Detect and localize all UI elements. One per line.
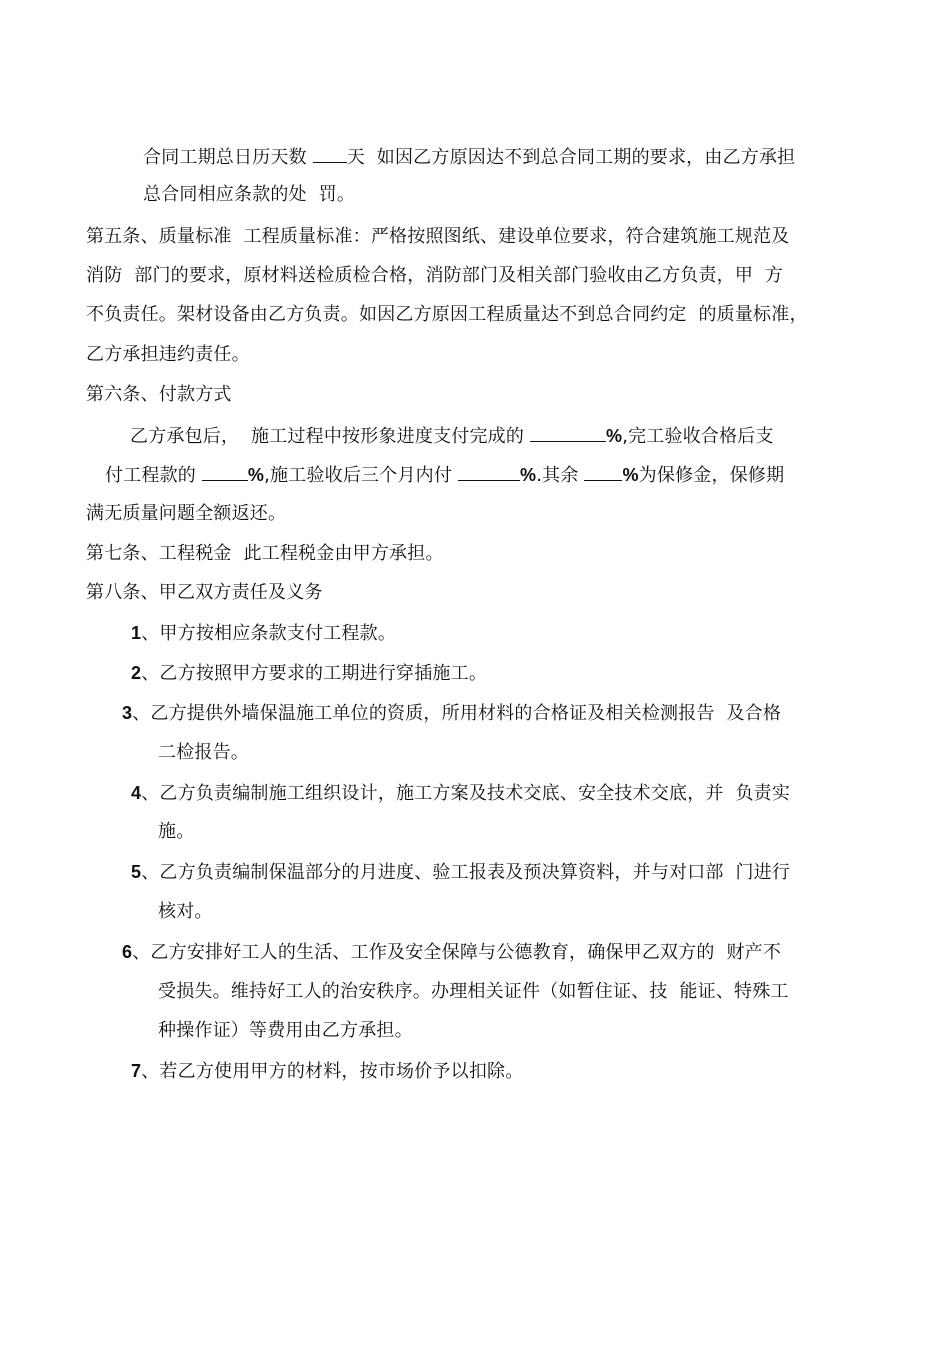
item-text: 、若乙方使用甲方的材料，按市场价予以扣除。	[141, 1061, 524, 1082]
sec6-line-2-c: .其余	[536, 465, 585, 486]
sec7-line-1: 第七条、工程税金 此工程税金由甲方承担。	[86, 543, 444, 564]
sec4-line-1	[143, 144, 795, 170]
sec5-line-2: 消防 部门的要求，原材料送检质检合格，消防部门及相关部门验收由乙方负责，甲 方	[86, 265, 784, 286]
pct-sign-4: %	[622, 465, 639, 485]
sec4-line-1-b: 天 如因乙方原因达不到总合同工期的要求，由乙方承担	[346, 147, 796, 168]
sec6-line-2	[105, 462, 784, 488]
item-number: 4	[131, 783, 142, 803]
sec5-line-1: 第五条、质量标准 工程质量标准：严格按照图纸、建设单位要求，符合建筑施工规范及	[86, 226, 790, 247]
sec6-line-1-a: 乙方承包后， 施工过程中按形象进度支付完成的	[130, 426, 530, 447]
item-text: 、乙方提供外墙保温施工单位的资质，所用材料的合格证及相关检测报告 及合格	[132, 703, 782, 724]
sec8-item-3	[122, 701, 781, 726]
sec8-item-6	[122, 940, 781, 965]
sec6-line-1	[130, 423, 774, 449]
item-text: 、乙方负责编制保温部分的月进度、验工报表及预决算资料，并与对口部 门进行	[141, 862, 791, 883]
item-number: 1	[131, 623, 142, 643]
item-number: 6	[122, 942, 133, 962]
sec8-item-4	[131, 781, 790, 806]
sec6-line-1-b: ,完工验收合格后支	[622, 426, 774, 447]
sec8-item-5-cont: 核对。	[158, 901, 213, 922]
item-text: 、乙方安排好工人的生活、工作及安全保障与公德教育，确保甲乙双方的 财产不	[132, 942, 782, 963]
pct-sign-3: %	[519, 465, 537, 485]
sec8-item-1	[131, 621, 396, 646]
sec6-line-3: 满无质量问题全额返还。	[86, 503, 287, 524]
item-text: 、乙方按照甲方要求的工期进行穿插施工。	[141, 663, 488, 684]
item-text: 、乙方负责编制施工组织设计，施工方案及技术交底、安全技术交底，并 负责实	[141, 783, 791, 804]
sec8-item-6-cont-2: 种操作证）等费用由乙方承担。	[158, 1020, 413, 1041]
three-month-pct-blank	[458, 462, 520, 481]
progress-pct-blank	[530, 423, 606, 442]
sec6-line-2-d: 为保修金，保修期	[638, 465, 785, 486]
sec6-line-2-a: 付工程款的	[105, 465, 202, 486]
item-text: 、甲方按相应条款支付工程款。	[141, 623, 397, 644]
item-number: 5	[131, 862, 142, 882]
sec8-title: 第八条、甲乙双方责任及义务	[86, 582, 323, 603]
days-blank	[313, 144, 347, 163]
sec8-item-4-cont: 施。	[158, 821, 195, 842]
pct-sign-2: %	[247, 465, 265, 485]
sec5-line-4: 乙方承担违约责任。	[86, 344, 250, 365]
item-number: 3	[122, 703, 133, 723]
warranty-pct-blank	[584, 462, 622, 481]
sec8-item-5	[131, 860, 790, 885]
pct-sign-1: %	[605, 426, 623, 446]
sec8-item-7	[131, 1059, 523, 1084]
sec4-line-1-a: 合同工期总日历天数	[143, 147, 313, 168]
sec8-item-3-cont: 二检报告。	[158, 742, 249, 763]
sec4-line-2: 总合同相应条款的处 罚。	[143, 184, 356, 205]
sec8-item-2	[131, 661, 487, 686]
item-number: 7	[131, 1061, 142, 1081]
acceptance-pct-blank	[202, 462, 248, 481]
sec6-line-2-b: ,施工验收后三个月内付	[264, 465, 458, 486]
sec8-item-6-cont-1: 受损失。维持好工人的治安秩序。办理相关证件（如暂住证、技 能证、特殊工	[158, 981, 789, 1002]
sec6-title: 第六条、付款方式	[86, 384, 232, 405]
sec5-line-3: 不负责任。架材设备由乙方负责。如因乙方原因工程质量达不到总合同约定 的质量标准，	[86, 304, 808, 325]
item-number: 2	[131, 663, 142, 683]
